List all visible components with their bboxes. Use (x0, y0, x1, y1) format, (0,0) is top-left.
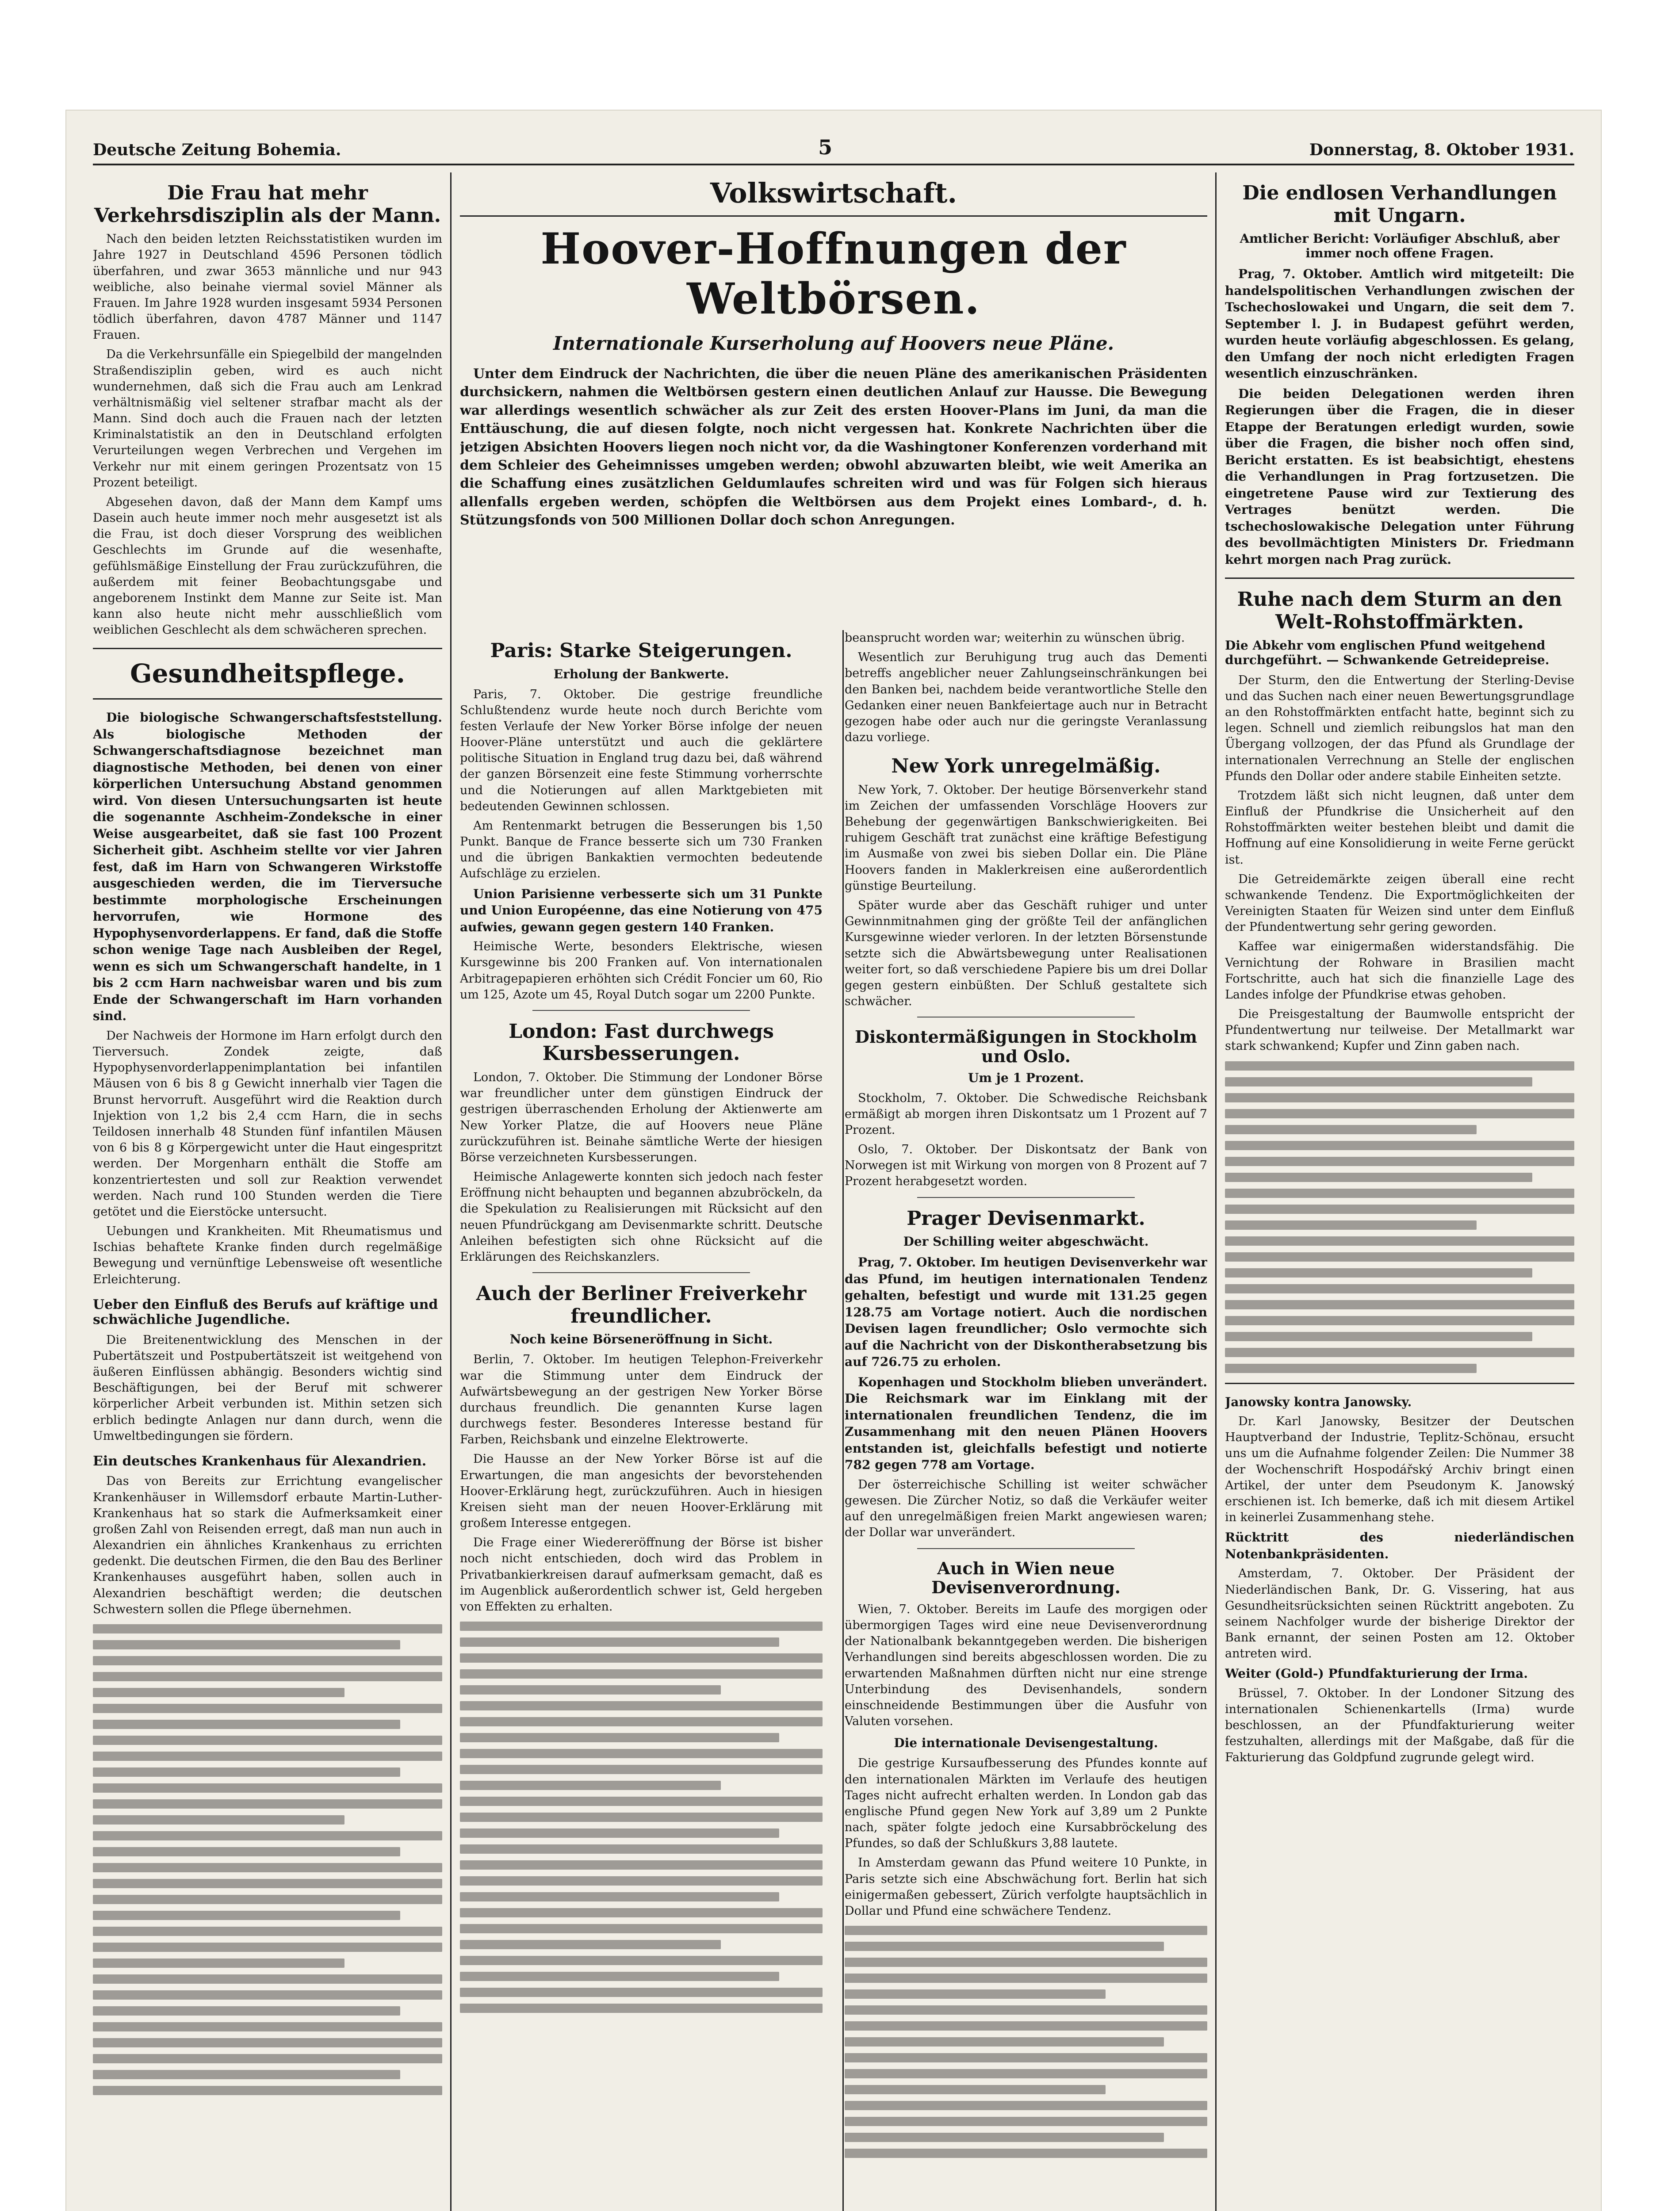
article-paragraph: Dr. Karl Janowsky, Besitzer der Deutschen Hauptverband der Industrie, Teplitz-Schönau, ersucht uns um die Aufnahme folgender Zeilen: Die Nummer 38 der Wochenschrift Hospodářský Archiv bringt einen Artikel, der unter dem Pseudonym K. Janowský erschienen ist. Ich bemerke, daß ich mit diesem Artikel in keinerlei Zusammenhang stehe. (1225, 1415, 1574, 1525)
article-headline: Paris: Starke Steigerungen. (490, 639, 792, 662)
issue-date: Donnerstag, 8. Oktober 1931. (1309, 141, 1574, 159)
newspaper-page (66, 111, 1601, 2211)
article-paragraph: Oslo, 7. Oktober. Der Diskontsatz der Bank von Norwegen ist mit Wirkung von morgen von 8 Prozent auf 7 Prozent herabgesetzt worden. (845, 1143, 1207, 1189)
article-paragraph: Die Frage einer Wiedereröffnung der Börse ist bisher noch nicht entschieden, doch wird das Problem in Privatbankierkreisen darauf aufmerksam gemacht, daß es im Augenblick außerordentlich schwer ist, Geld hergeben von Effekten zu erhalten. (460, 1536, 823, 1614)
article-paragraph: Später wurde aber das Geschäft ruhiger und unter Gewinnmitnahmen ging der größte Teil der anfänglichen Kursgewinne wieder verloren. In der letzten Börsenstunde setzte sich die Abwärtsbewegung unter Realisationen weiter fort, so daß verschiedene Papiere bis um drei Dollar gegen gestern einbüßten. Der Schluß gestaltete sich schwächer. (845, 899, 1207, 1009)
article-headline: Rücktritt des niederländischen Notenbankpräsidenten. (1225, 1530, 1574, 1561)
article-paragraph: Uebungen und Krankheiten. Mit Rheumatismus und Ischias behaftete Kranke finden durch regelmäßige Bewegung und vernünftige Lebensweise oft wesentliche Erleichterung. (93, 1224, 442, 1286)
section-headline: Gesundheitspflege. (130, 658, 405, 689)
article-divider (93, 648, 442, 649)
article-paragraph: Prag, 7. Oktober. Amtlich wird mitgeteilt: Die handelspolitischen Verhandlungen zwischen der Tschechoslowakei und Ungarn, die seit dem 7. September l. J. in Budapest geführt werden, wurden heute vorläufig abgeschlossen. Es gelang, den Umfang der noch nicht erledigten Fragen wesentlich einzuschränken. (1225, 267, 1574, 381)
column-3 (845, 630, 1207, 2211)
article-divider (93, 698, 442, 700)
text-continuation (93, 1624, 442, 2095)
article-paragraph: Die beiden Delegationen werden ihren Regierungen über die Fragen, die in dieser Etappe der Beratungen erledigt wurden, sowie über die Fragen, die bisher noch offen sind, Bericht erstatten. Es ist beabsichtigt, ehestens die Verhandlungen in Prag fortzusetzen. Die eingetretene Pause wird zur Textierung des Vertrages benützt werden. Die tschechoslowakische Delegation unter Führung des bevollmächtigten Ministers Dr. Friedmann kehrt morgen nach Prag zurück. (1225, 386, 1574, 567)
lead-paragraph: Unter dem Eindruck der Nachrichten, die über die neuen Pläne des amerikanischen Präsidenten durchsickern, nahmen die Weltbörsen gestern einen deutlichen Anlauf zur Hausse. Die Bewegung war allerdings wesentlich schwächer als zur Zeit des ersten Hoover-Plans im Juni, da man die Enttäuschung, die auf diesen folgte, noch nicht vergessen hat. Konkrete Nachrichten über die jetzigen Absichten Hoovers liegen noch nicht vor, da die Washingtoner Konferenzen vorderhand mit dem Schleier des Geheimnisses umgeben werden; obwohl abzuwarten bleibt, wie weit Amerika an die Schaffung eines zusätzlichen Geldumlaufes schreiten wird und was für Folgen sich hieraus allenfalls ergeben werden, schöpfen die Weltbörsen aus dem Projekt eines Lombard-, d. h. Stützungsfonds von 500 Millionen Dollar doch schon Anregungen. (460, 366, 1207, 528)
article-paragraph: Berlin, 7. Oktober. Im heutigen Telephon-Freiverkehr war die Stimmung unter dem Eindruck der Aufwärtsbewegung an der gestrigen New Yorker Börse durchaus freundlich. Die genannten Kurse lagen durchwegs fester. Besonderes Interesse bestand für Farben, Reichsbank und einzelne Elektrowerte. (460, 1353, 823, 1447)
article-divider (532, 1010, 750, 1011)
newspaper-name: Deutsche Zeitung Bohemia. (93, 141, 341, 159)
article-divider (917, 1017, 1135, 1018)
article-paragraph: Das von Bereits zur Errichtung evangelischer Krankenhäuser in Willemsdorf erbaute Martin-Luther-Krankenhaus hat so stark die Aufmerksamkeit einer großen Zahl von Reisenden erregt, daß man nun auch in Alexandrien ein ähnliches Krankenhaus zu errichten gedenkt. Die deutschen Firmen, die den Bau des Berliner Krankenhauses ausgeführt haben, sollen auch in Alexandrien beschäftigt werden; die deutschen Schwestern sollen die Pflege übernehmen. (93, 1474, 442, 1616)
economy-columns (460, 630, 1207, 2211)
article-subhead: Erholung der Bankwerte. (553, 666, 729, 681)
column-rule (450, 172, 452, 2211)
article-subhead: Amtlicher Bericht: Vorläufiger Abschluß, aber immer noch offene Fragen. (1240, 231, 1560, 261)
article-divider (532, 1272, 750, 1273)
article-paragraph: Der Nachweis der Hormone im Harn erfolgt durch den Tierversuch. Zondek zeigte, daß Hypophysenvorderlappenimplantation bei infantilen Mäusen von 6 bis 8 g Gewicht innerhalb vier Tagen die Brunst hervorruft. Ausgeführt wird die Reaktion durch Injektion von 1,2 bis 2,4 ccm Harn, die in sechs Teildosen innerhalb 48 Stunden fünf infantilen Mäusen von 6 bis 8 g Körpergewicht unter die Haut eingespritzt werden. Der Morgenharn enthält die Stoffe am konzentriertesten und soll zur Reaktion verwendet werden. Nach rund 100 Stunden werden die Tiere getötet und die Eierstöcke untersucht. (93, 1029, 442, 1219)
article-paragraph: Heimische Werte, besonders Elektrische, wiesen Kursgewinne bis 200 Franken auf. Von internationalen Arbitragepapieren erhöhten sich Crédit Foncier um 60, Rio um 125, Azote um 45, Royal Dutch sogar um 2200 Punkte. (460, 940, 823, 1002)
article-headline: Weiter (Gold-) Pfundfakturierung der Irma. (1225, 1666, 1528, 1681)
article-paragraph: Die gestrige Kursaufbesserung des Pfundes konnte auf den internationalen Märkten im Verlaufe des heutigen Tages nicht aufrecht erhalten werden. In London gab das englische Pfund gegen New York auf 3,89 um 2 Punkte nach, später folgte jedoch eine Kursabbröckelung des Pfundes, so daß der Schlußkurs 3,88 lautete. (845, 1756, 1207, 1851)
article-paragraph: Amsterdam, 7. Oktober. Der Präsident der Niederländischen Bank, Dr. G. Vissering, hat aus Gesundheitsrücksichten seinen Rücktritt angeboten. Zu seinem Nachfolger wurde der bisherige Direktor der Bank ernannt, der seinen Posten am 12. Oktober antreten wird. (1225, 1567, 1574, 1661)
text-continuation (1225, 1061, 1574, 1373)
article-divider (917, 1548, 1135, 1549)
article-paragraph: Paris, 7. Oktober. Die gestrige freundliche Schlußtendenz wurde heute noch durch Berichte vom festen Verlaufe der New Yorker Börse infolge der neuen Hoover-Pläne unterstützt und auch die geklärtere politische Situation in England trug dazu bei, daß während der ganzen Börsenzeit eine feste Stimmung vorherrschte und die Notierungen auf allen Marktgebieten mit bedeutenden Gewinnen schlossen. (460, 687, 823, 813)
column-rule (1215, 172, 1217, 2211)
article-paragraph: New York, 7. Oktober. Der heutige Börsenverkehr stand im Zeichen der umfassenden Vorschläge Hoovers zur Behebung der gegenwärtigen Bankschwierigkeiten. Bei ruhigem Geschäft trat zunächst eine kräftige Befestigung im Ausmaße von zwei bis sieben Dollar ein. Die Pläne Hoovers fanden in Maklerkreisen eine außerordentlich günstige Beurteilung. (845, 783, 1207, 893)
article-headline: New York unregelmäßig. (891, 755, 1161, 778)
article-paragraph: Der Sturm, den die Entwertung der Sterling-Devise und das Suchen nach einer neuen Bewertungsgrundlage an den Rohstoffmärkten entfacht hatte, beginnt sich zu legen. Schnell und ziemlich reibungslos hat man den Übergang vollzogen, der das Pfund als Grundlage der internationalen Verrechnung an Stelle der englischen Pfunds den Dollar oder andere stabile Einheiten setzte. (1225, 673, 1574, 783)
column-4 (1225, 172, 1574, 2211)
article-paragraph: Die Hausse an der New Yorker Börse ist auf die Erwartungen, die man angesichts der bevorstehenden Hoover-Erklärung hegt, zurückzuführen. Auch in hiesigen Kreisen sieht man der neuen Hoover-Erklärung mit großem Interesse entgegen. (460, 1452, 823, 1530)
article-paragraph: Prag, 7. Oktober. Im heutigen Devisenverkehr war das Pfund, im heutigen internationalen Tendenz gehalten, befestigt und wurde mit 131.25 gegen 128.75 am Vortage notiert. Auch die nordischen Devisen lagen freundlicher; Oslo vermochte sich auf die Nachricht von der Diskontherabsetzung bis auf 726.75 zu erholen. (845, 1255, 1207, 1369)
article-paragraph: Der österreichische Schilling ist weiter schwächer gewesen. Die Zürcher Notiz, so daß die Verkäufer weiter auf den unregelmäßigen freien Markt angewiesen waren; der Dollar war unverändert. (845, 1477, 1207, 1540)
text-continuation (460, 1622, 823, 2013)
article-paragraph: Nach den beiden letzten Reichsstatistiken wurden im Jahre 1927 in Deutschland 4596 Personen tödlich überfahren, und zwar 3653 männliche und nur 943 weibliche, also beinahe viermal soviel Männer als Frauen. Im Jahre 1928 wurden insgesamt 5934 Personen tödlich überfahren, davon 4787 Männer und 1147 Frauen. (93, 232, 442, 342)
article-paragraph: Die Breitenentwicklung des Menschen in der Pubertätszeit und Postpubertätszeit ist weitgehend von äußeren Einflüssen abhängig. Besonders wichtig sind Beschäftigungen, bei der Beruf mit schwerer körperlicher Arbeit verbunden ist. Mithin setzen sich erblich bedingte Anlagen nur dann durch, wenn die Umweltbedingungen sie fördern. (93, 1333, 442, 1443)
main-headline: Hoover-Hoffnungen der Weltbörsen. (540, 224, 1127, 324)
main-subheadline: Internationale Kurserholung auf Hoovers neue Pläne. (553, 333, 1114, 354)
text-continuation (845, 1926, 1207, 2158)
article-paragraph: London, 7. Oktober. Die Stimmung der Londoner Börse war freundlicher unter dem günstigen Eindruck der gestrigen überraschenden Erholung der Aktienwerte am New Yorker Platze, die auf Hoovers neue Pläne zurückzuführen ist. Beinahe sämtliche Werte der hiesigen Börse verzeichneten Kursbesserungen. (460, 1071, 823, 1164)
article-headline: Auch der Berliner Freiverkehr freundlicher. (476, 1282, 807, 1327)
article-paragraph: Stockholm, 7. Oktober. Die Schwedische Reichsbank ermäßigt ab morgen ihren Diskontsatz um 1 Prozent auf 7 Prozent. (845, 1091, 1207, 1137)
article-headline: London: Fast durchwegs Kursbesserungen. (509, 1020, 774, 1065)
article-divider (1225, 1383, 1574, 1384)
column-2 (460, 630, 823, 2211)
economy-section (460, 172, 1207, 2211)
article-headline: Janowsky kontra Janowsky. (1225, 1394, 1412, 1409)
article-headline: Ruhe nach dem Sturm an den Welt-Rohstoffmärkten. (1237, 588, 1562, 634)
article-paragraph: Heimische Anlagewerte konnten sich jedoch nach fester Eröffnung nicht behaupten und begannen abzubröckeln, da die Spekulation zu Realisierungen mit Rücksicht auf den neuen Pfundrückgang am Devisenmarkte schritt. Deutsche Anleihen befestigten sich ohne Rücksicht auf die Erklärungen des Reichskanzlers. (460, 1170, 823, 1264)
article-subhead: Um je 1 Prozent. (968, 1070, 1084, 1085)
article-paragraph: Union Parisienne verbesserte sich um 31 Punkte und Union Européenne, das eine Notierung von 475 aufwies, gewann gegen gestern 140 Franken. (460, 886, 823, 934)
article-paragraph: Abgesehen davon, daß der Mann dem Kampf ums Dasein auch heute immer noch mehr ausgesetzt ist als die Frau, ist doch dieser Vorsprung des weiblichen Geschlechts im Grunde auf die wesenhafte, gefühlsmäßige Einstellung der Frau zurückzuführen, die außerdem mit feiner Beobachtungsgabe und angeborenem Instinkt dem Manne zur Seite ist. Man kann also heute nicht mehr ausschließlich vom weiblichen Geschlecht als dem schwächeren sprechen. (93, 495, 442, 637)
article-headline: Auch in Wien neue Devisenverordnung. (931, 1558, 1121, 1598)
article-headline: Die Frau hat mehr Verkehrsdisziplin als der Mann. (94, 182, 441, 227)
article-paragraph: Die biologische Schwangerschaftsfeststellung. Als biologische Methoden der Schwangerschaftsdiagnose bezeichnet man diagnostische Methoden, bei denen von einer körperlichen Untersuchung Abstand genommen wird. Von diesen Untersuchungsarten ist heute die sogenannte Aschheim-Zondeksche in einer Weise ausgearbeitet, daß sie fast 100 Prozent Sicherheit gibt. Aschheim stellte vor vier Jahren fest, daß im Harn von Schwangeren Wirkstoffe ausgeschieden werden, die im Tierversuche bestimmte morphologische Erscheinungen hervorrufen, wie Hormone des Hypophysenvorderlappens. Er fand, daß die Stoffe schon wenige Tage nach Ausbleiben der Regel, wenn es sich um Schwangerschaft handelte, in 1 bis 2 ccm Harn nachweisbar waren und bis zum Ende der Schwangerschaft im Harn vorhanden sind. (93, 710, 442, 1024)
article-headline: Diskontermäßigungen in Stockholm und Oslo. (854, 1027, 1198, 1066)
article-paragraph: Die Getreidemärkte zeigen überall eine recht schwankende Tendenz. Die Exportmöglichkeiten der Vereinigten Staaten für Weizen sind unter dem Einfluß der Pfundentwertung sehr gering geworden. (1225, 872, 1574, 934)
article-paragraph: Kopenhagen und Stockholm blieben unverändert. Die Reichsmark war im Einklang mit der internationalen freundlichen Tendenz, die im Zusammenhang mit den neuen Plänen Hoovers entstanden ist, gleichfalls befestigt und notierte 782 gegen 778 am Vortage. (845, 1374, 1207, 1473)
article-paragraph: In Amsterdam gewann das Pfund weitere 10 Punkte, in Paris setzte sich eine Abschwächung fort. Berlin hat sich einigermaßen gebessert, Zürich verfolgte hauptsächlich in Dollar und Pfund eine schwächere Tendenz. (845, 1856, 1207, 1918)
column-1 (93, 172, 442, 2211)
article-headline: Die endlosen Verhandlungen mit Ungarn. (1242, 182, 1557, 227)
article-headline: Ein deutsches Krankenhaus für Alexandrien. (93, 1453, 427, 1469)
section-title: Volkswirtschaft. (460, 177, 1207, 217)
article-paragraph: Da die Verkehrsunfälle ein Spiegelbild der mangelnden Straßendisziplin geben, wird es auch nicht wundernehmen, daß sich die Frau auch am Lenkrad verhältnismäßig viel seltener strafbar macht als der Mann. Sind doch auch die Frauen nach der letzten Kriminalstatistik an den in Deutschland erfolgten Verurteilungen wegen Verbrechen und Vergehen im Verkehr nur mit einem geringen Prozentsatz von 15 Prozent beteiligt. (93, 348, 442, 490)
article-subhead: Der Schilling weiter abgeschwächt. (903, 1234, 1149, 1249)
article-paragraph: Die Preisgestaltung der Baumwolle entspricht der Pfundentwertung nur teilweise. Der Metallmarkt war stark schwankend; Kupfer und Zinn gaben nach. (1225, 1007, 1574, 1053)
article-paragraph: Kaffee war einigermaßen widerstandsfähig. Die Vernichtung der Rohware in Brasilien macht Fortschritte, auch hat sich die finanzielle Lage des Landes infolge der Pfundkrise etwas gehoben. (1225, 940, 1574, 1002)
article-subhead: Die Abkehr vom englischen Pfund weitgehend durchgeführt. — Schwankende Getreidepreise. (1225, 638, 1550, 667)
article-paragraph: Am Rentenmarkt betrugen die Besserungen bis 1,50 Punkt. Banque de France besserte sich um 730 Franken und die übrigen Bankaktien vermochten bedeutende Aufschläge zu erzielen. (460, 819, 823, 881)
article-paragraph: Wien, 7. Oktober. Bereits im Laufe des morgigen oder übermorgigen Tages wird eine neue Devisenverordnung der Nationalbank bekanntgegeben werden. Die bisherigen Verhandlungen sind bereits abgeschlossen worden. Die zu erwartenden Maßnahmen dürften nicht nur eine strenge Unterbindung des Devisenhandels, sondern einschneidende Bestimmungen über die Ausfuhr von Valuten vorsehen. (845, 1602, 1207, 1729)
article-paragraph: Trotzdem läßt sich nicht leugnen, daß unter dem Einfluß der Pfundkrise die Unsicherheit auf den Rohstoffmärkten weiter bestehen bleibt und damit die Hoffnung auf eine Konsolidierung in weite Ferne gerückt ist. (1225, 788, 1574, 867)
article-subhead: Noch keine Börseneröffnung in Sicht. (509, 1332, 773, 1347)
masthead (93, 128, 1574, 165)
article-paragraph: Wesentlich zur Beruhigung trug auch das Dementi betreffs angeblicher neuer Zahlungseinschränkungen bei den Banken bei, nachdem beide verantwortliche Stelle den Gedanken einer neuen Bankfeiertage auch nur in Betracht gezogen habe oder auch nur die geringste Veranlassung dazu vorliege. (845, 650, 1207, 745)
article-headline: Prager Devisenmarkt. (907, 1207, 1145, 1230)
article-paragraph: beansprucht worden war; weiterhin zu wünschen übrig. (845, 631, 1185, 645)
article-paragraph: Brüssel, 7. Oktober. In der Londoner Sitzung des internationalen Schienenkartells (Irma) wurde beschlossen, an der Pfundfakturierung weiter festzuhalten, allerdings mit der Maßgabe, daß für die Fakturierung das Goldpfund zugrunde gelegt wird. (1225, 1686, 1574, 1764)
article-divider (1225, 578, 1574, 579)
article-headline: Ueber den Einfluß des Berufs auf kräftige und schwächliche Jugendliche. (93, 1297, 438, 1328)
article-subhead: Die internationale Devisengestaltung. (894, 1736, 1158, 1751)
article-divider (917, 1197, 1135, 1198)
page-number: 5 (818, 135, 833, 159)
